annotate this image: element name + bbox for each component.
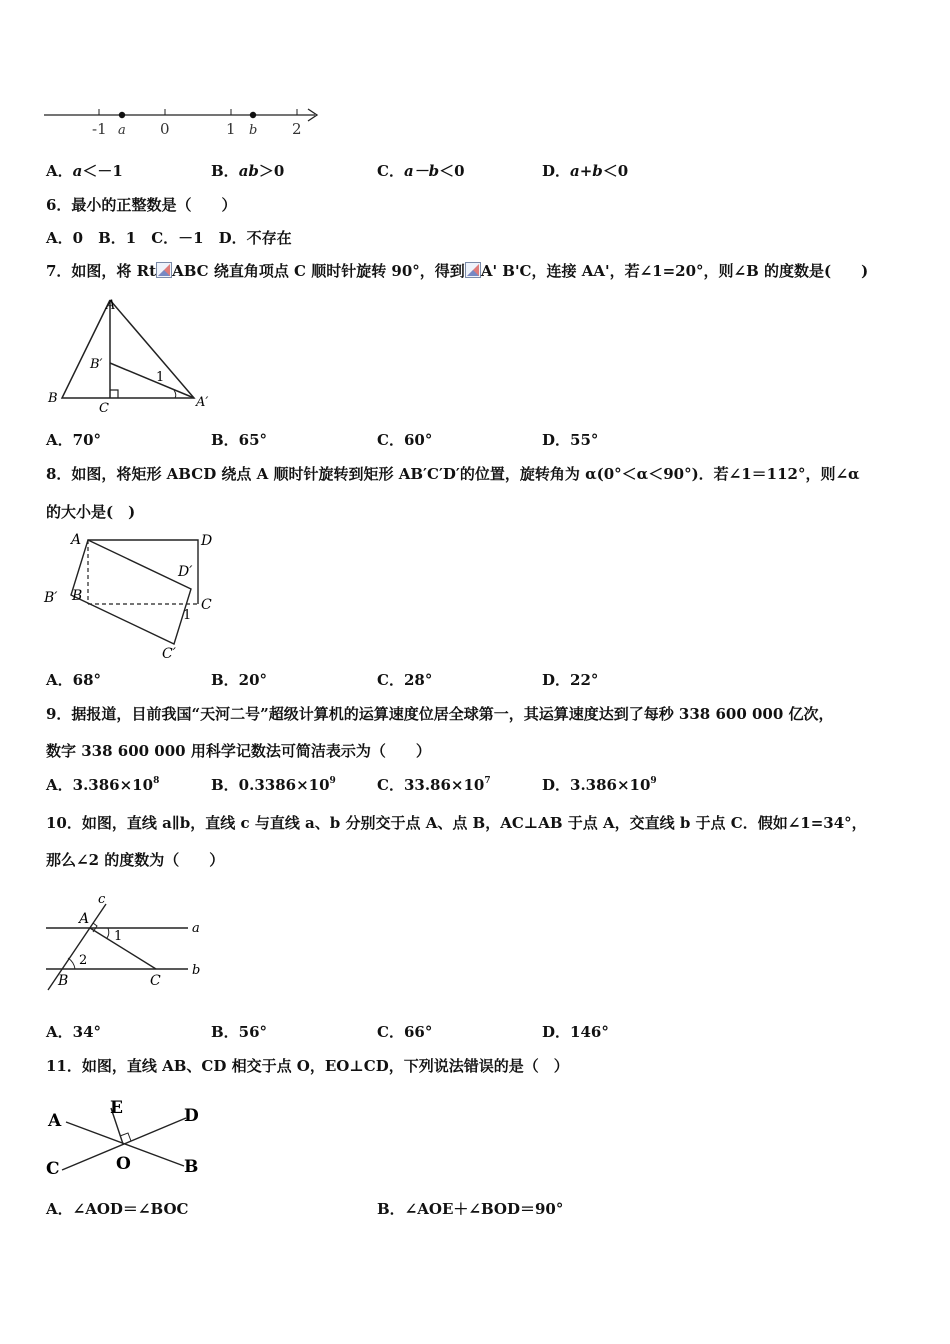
label-C: C: [99, 401, 109, 416]
q9-stem-line1: 9．据报道，目前我国“天河二号”超级计算机的运算速度位居全球第一，其运算速度达到了每秒 338 600 000 亿次，: [46, 705, 834, 723]
q9-option-b[interactable]: B．$0.3386\times 10^9$: [211, 776, 336, 794]
number-line-figure: [40, 100, 330, 145]
q5-option-b[interactable]: B．ab＞0: [211, 162, 285, 180]
label-A: A: [48, 1111, 62, 1131]
tick-label: 0: [160, 120, 170, 138]
angle-1-label: 1: [183, 608, 192, 623]
triangle-symbol-icon: [465, 262, 481, 278]
q7-option-a[interactable]: A．70°: [46, 431, 102, 449]
label-A: A: [79, 911, 90, 927]
label-B: B: [48, 391, 58, 406]
label-C: C: [201, 597, 212, 613]
label-E: E: [110, 1098, 123, 1118]
q5-option-c[interactable]: C．a－b＜0: [377, 162, 465, 180]
q8-option-d[interactable]: D．22°: [542, 671, 599, 689]
q11-stem: 11．如图，直线 AB、CD 相交于点 O，EO⊥CD，下列说法错误的是（ ）: [46, 1057, 569, 1075]
q11-option-b[interactable]: B．∠AOE＋∠BOD＝90°: [377, 1200, 564, 1218]
tick-label: 2: [292, 120, 302, 138]
label-D: D: [201, 533, 213, 549]
angle-1-label: 1: [114, 929, 123, 944]
angle-1-label: 1: [156, 370, 165, 385]
q7-stem: 7．如图，将 Rt ABC 绕直角项点 C 顺时针旋转 90°，得到 A' B'C，连接 AA'，若∠1=20°，则∠B 的度数是( ): [46, 262, 869, 280]
q8-option-a[interactable]: A．68°: [46, 671, 102, 689]
q8-rectangle-figure: [40, 528, 225, 663]
label-A: A: [71, 532, 82, 548]
label-C: C: [46, 1159, 60, 1179]
label-B-prime: B′: [90, 357, 103, 372]
label-c: c: [98, 892, 106, 907]
q10-option-a[interactable]: A．34°: [46, 1023, 102, 1041]
label-C: C: [150, 973, 161, 989]
label-B: B: [72, 588, 83, 604]
q8-stem-line1: 8．如图，将矩形 ABCD 绕点 A 顺时针旋转到矩形 AB′C′D′的位置，旋转角为 α(0°＜α＜90°)．若∠1＝112°，则∠α: [46, 465, 860, 483]
q5-option-a[interactable]: A．a＜－1: [46, 162, 123, 180]
triangle-symbol-icon: [156, 262, 172, 278]
q6-stem: 6．最小的正整数是（ ）: [46, 196, 237, 214]
q6-options[interactable]: A．0 B．1 C．－1 D．不存在: [46, 229, 292, 247]
label-a: a: [192, 921, 200, 936]
q10-option-b[interactable]: B．56°: [211, 1023, 268, 1041]
label-D: D: [184, 1106, 199, 1126]
angle-2-label: 2: [79, 953, 88, 968]
q5-option-d[interactable]: D．a+b＜0: [542, 162, 629, 180]
q11-option-a[interactable]: A．∠AOD＝∠BOC: [46, 1200, 189, 1218]
tick-label: b: [249, 123, 258, 138]
label-D-prime: D′: [178, 564, 193, 580]
q10-stem-line1: 10．如图，直线 a∥b，直线 c 与直线 a、b 分别交于点 A、点 B，AC⊥AB 于点 A，交直线 b 于点 C．假如∠1=34°，: [46, 814, 867, 832]
q10-option-d[interactable]: D．146°: [542, 1023, 609, 1041]
label-A-prime: A′: [196, 395, 209, 410]
q9-stem-line2: 数字 338 600 000 用科学记数法可简洁表示为（ ）: [46, 742, 431, 760]
q10-stem-line2: 那么∠2 的度数为（ ）: [46, 851, 225, 869]
q8-stem-line2: 的大小是( ): [46, 503, 136, 521]
q7-option-b[interactable]: B．65°: [211, 431, 268, 449]
q9-option-d[interactable]: D．$3.386\times 10^9$: [542, 776, 657, 794]
label-B: B: [58, 973, 69, 989]
q8-option-c[interactable]: C．28°: [377, 671, 433, 689]
q7-option-c[interactable]: C．60°: [377, 431, 433, 449]
q11-intersecting-lines-figure: [44, 1094, 214, 1184]
label-b: b: [192, 963, 201, 978]
label-O: O: [116, 1154, 131, 1174]
tick-label: a: [118, 123, 126, 138]
q9-option-a[interactable]: A．$3.386\times 10^8$: [46, 776, 160, 794]
label-A: A: [106, 298, 116, 313]
q7-option-d[interactable]: D．55°: [542, 431, 599, 449]
q10-parallel-lines-figure: [42, 888, 212, 996]
q9-option-c[interactable]: C．$33.86\times 10^7$: [377, 776, 491, 794]
q8-option-b[interactable]: B．20°: [211, 671, 268, 689]
tick-label: 1: [226, 120, 236, 138]
q10-option-c[interactable]: C．66°: [377, 1023, 433, 1041]
q7-triangle-figure: [44, 296, 219, 418]
label-B: B: [184, 1157, 199, 1177]
label-B-prime: B′: [44, 590, 58, 606]
label-C-prime: C′: [162, 646, 176, 662]
tick-label: -1: [92, 120, 107, 138]
